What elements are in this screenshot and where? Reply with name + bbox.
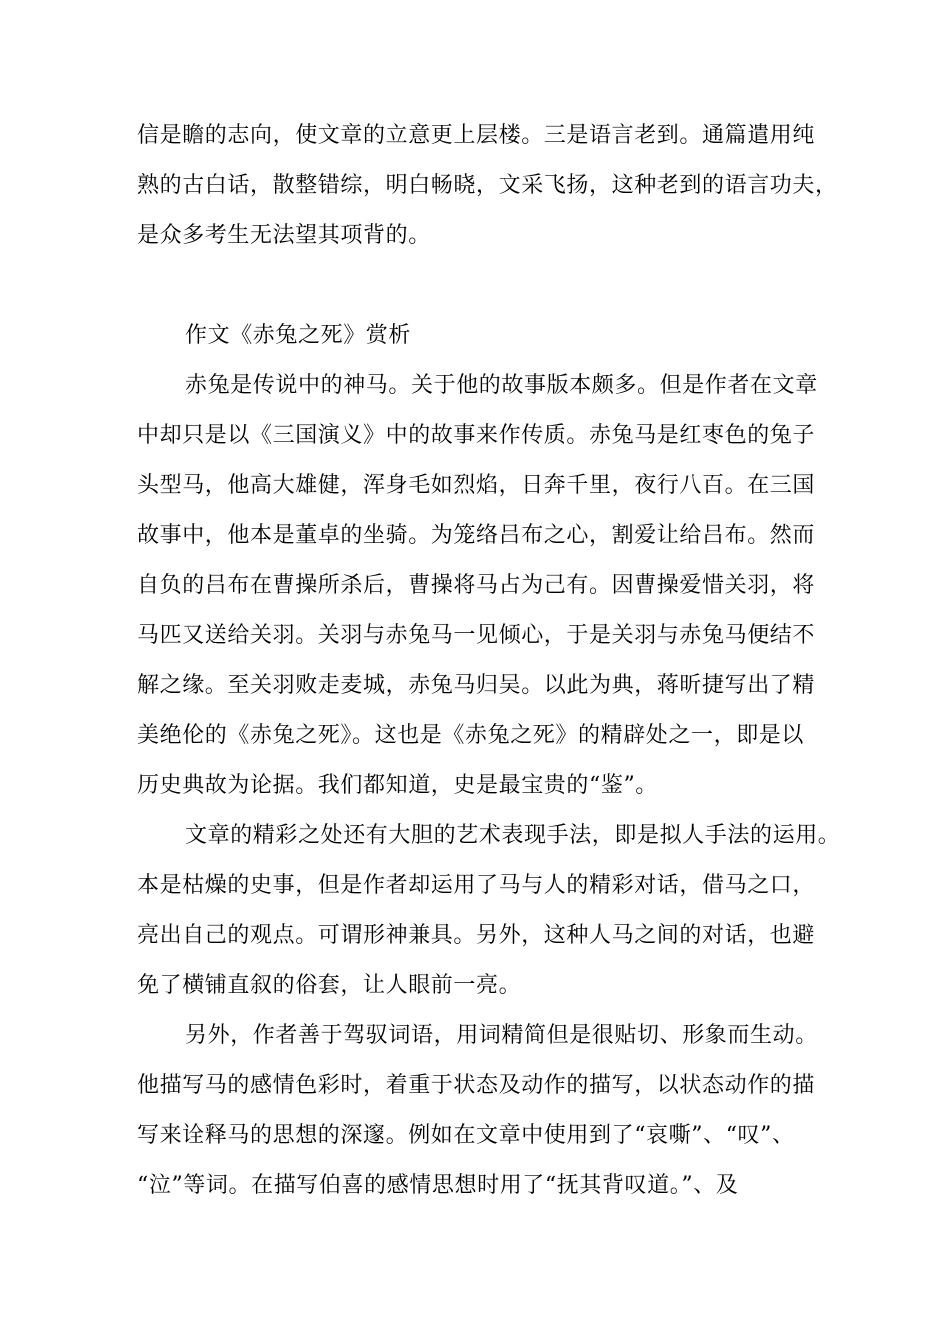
text-line: 文章的精彩之处还有大胆的艺术表现手法，即是拟人手法的运用。 bbox=[185, 823, 841, 848]
text-line: 美绝伦的《赤兔之死》。这也是《赤兔之死》的精辟处之一，即是以 bbox=[137, 723, 805, 748]
text-line: 中却只是以《三国演义》中的故事来作传质。赤兔马是红枣色的兔子 bbox=[137, 423, 816, 448]
text-line: 熟的古白话，散整错综，明白畅晓，文采飞扬，这种老到的语言功夫， bbox=[137, 173, 838, 198]
text-line: 故事中，他本是董卓的坐骑。为笼络吕布之心，割爱让给吕布。然而 bbox=[137, 523, 816, 548]
text-line: “泣”等词。在描写伯喜的感情思想时用了“抚其背叹道。”、及 bbox=[137, 1173, 739, 1198]
section-essay-appreciation bbox=[137, 311, 857, 811]
text-line: 亮出自己的观点。可谓形神兼具。另外，这种人马之间的对话，也避 bbox=[137, 923, 816, 948]
text-line: 历史典故为论据。我们都知道，史是最宝贵的“鉴”。 bbox=[137, 773, 658, 798]
text-line: 写来诠释马的思想的深邃。例如在文章中使用到了“哀嘶”、“叹”、 bbox=[137, 1123, 795, 1148]
section-title: 作文《赤兔之死》赏析 bbox=[185, 323, 412, 348]
text-line: 信是瞻的志向，使文章的立意更上层楼。三是语言老到。通篇遣用纯 bbox=[137, 123, 816, 148]
text-line: 另外，作者善于驾驭词语，用词精简但是很贴切、形象而生动。 bbox=[185, 1023, 818, 1048]
text-line: 头型马，他高大雄健，浑身毛如烈焰，日奔千里，夜行八百。在三国 bbox=[137, 473, 816, 498]
text-line: 赤兔是传说中的神马。关于他的故事版本颇多。但是作者在文章 bbox=[185, 373, 818, 398]
text-line: 他描写马的感情色彩时，着重于状态及动作的描写，以状态动作的描 bbox=[137, 1073, 816, 1098]
paragraph-art-technique bbox=[137, 811, 857, 1011]
paragraph-continued bbox=[137, 111, 857, 261]
paragraph-word-usage bbox=[137, 1011, 857, 1211]
text-line: 马匹又送给关羽。关羽与赤兔马一见倾心，于是关羽与赤兔马便结不 bbox=[137, 623, 816, 648]
text-line: 免了横铺直叙的俗套，让人眼前一亮。 bbox=[137, 973, 522, 998]
text-line: 解之缘。至关羽败走麦城，赤兔马归吴。以此为典，蒋昕捷写出了精 bbox=[137, 673, 816, 698]
text-line: 本是枯燥的史事，但是作者却运用了马与人的精彩对话，借马之口， bbox=[137, 873, 816, 898]
text-line: 是众多考生无法望其项背的。 bbox=[137, 223, 431, 248]
text-line: 自负的吕布在曹操所杀后，曹操将马占为己有。因曹操爱惜关羽，将 bbox=[137, 573, 816, 598]
